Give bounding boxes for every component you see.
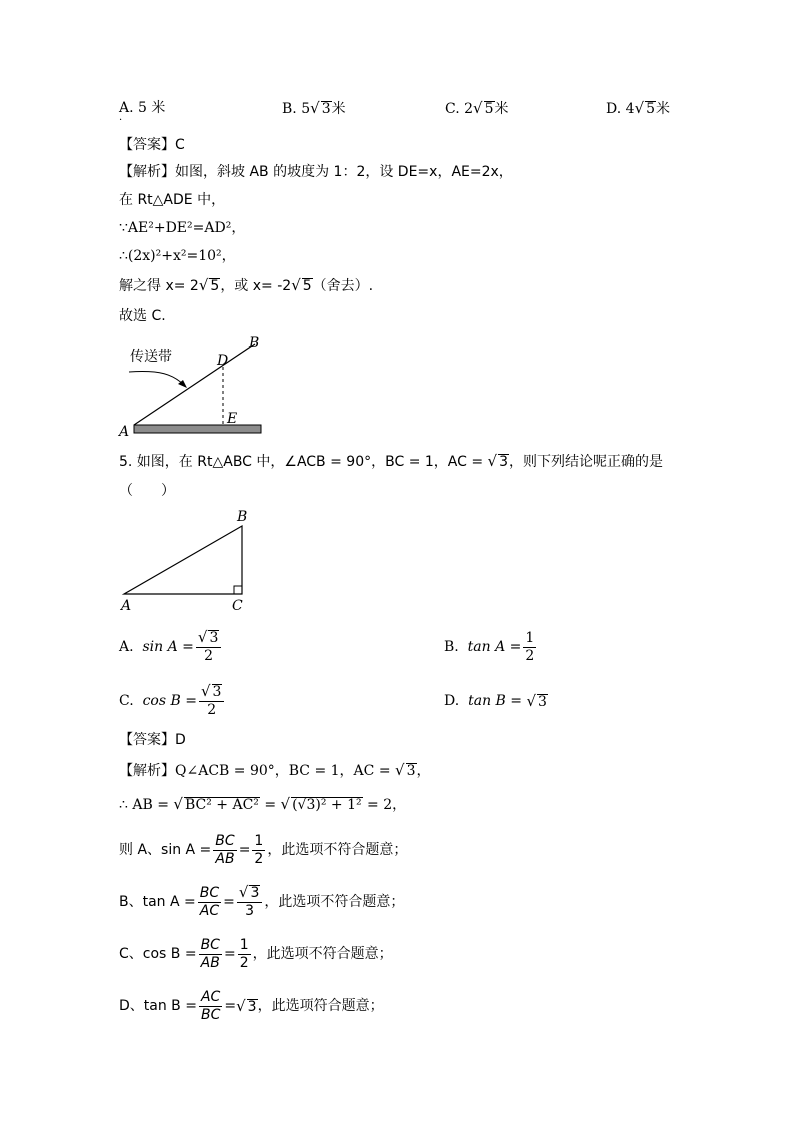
q4-analysis-line5: 解之得 x= 2√ 5，或 x= -2√ 5（舍去）. [119,276,374,294]
q5-figure-triangle [115,510,255,610]
q5-answer: 【答案】D [119,732,186,748]
q4-option-a: A. 5 米 [119,100,166,116]
q4-analysis-line3: ∵AE²+DE²=AD²， [119,220,246,236]
q4-option-c: C. 2√ 5米 [445,99,509,117]
q5-option-d: D. tan B = √ 3 [444,692,547,710]
q5-analysis-line4: B、tan A = $\frac{BC}{AC}$ = $\frac{√ 3}{3}$ ，此选项不符合题意； [119,883,405,919]
q5-option-c: C. cos B = $\frac{√ 3}{2}$ [119,679,226,723]
q5-analysis-line6: D、tan B = $\frac{AC}{BC}$ = √ 3 ，此选项符合题意； [119,988,384,1023]
q4-analysis-line4: ∴(2x)²+x²=10²， [119,248,236,264]
q5-analysis-line1: 【解析】Q∠ACB = 90°，BC = 1，AC = √ 3， [119,761,431,779]
label-point-e: E [227,411,238,427]
label-point-a: A [119,424,130,440]
q5-analysis-line3: 则 A、sin A = $\frac{BC}{AB}$ = $\frac{1}{2}$ ，此选项不符合题意； [119,832,408,867]
q5-stem: 5. 如图，在 Rt△ABC 中，∠ACB = 90°，BC = 1，AC = √ 3，则下列结论呢正确的是 [119,452,664,470]
ground-bar [134,425,261,433]
q5-analysis-line2: ∴ AB = √ BC² + AC² = √ (√3)² + 1² = 2， [119,795,407,813]
q4-answer: 【答案】C [119,137,185,153]
triangle-abc [124,526,242,594]
label-point-c: C [232,598,243,614]
q4-analysis-line2: 在 Rt△ADE 中， [119,192,226,208]
q5-option-a: A. sin A = $\frac{√ 3}{2}$ [119,625,223,669]
q5-stem-paren: （ ） [119,483,175,499]
label-point-b: B [237,509,248,525]
dot-mark: · [119,115,123,126]
right-angle-mark [234,586,242,594]
label-point-a: A [121,598,132,614]
label-point-b: B [249,335,260,351]
belt-pointer-arrow [129,372,185,386]
q4-analysis-line6: 故选 C. [119,308,166,324]
q5-option-b: B. tan A = $\frac{1}{2}$ [444,629,535,664]
q4-analysis-line1: 【解析】如图，斜坡 AB 的坡度为 1：2，设 DE=x，AE=2x， [119,164,513,180]
label-point-d: D [217,353,229,369]
label-conveyor-belt: 传送带 [130,349,172,365]
q4-option-b: B. 5√ 3米 [282,99,346,117]
q5-analysis-line5: C、cos B = $\frac{BC}{AB}$ = $\frac{1}{2}$ ，此选项不符合题意； [119,936,393,971]
q4-option-d: D. 4√ 5米 [606,99,671,117]
